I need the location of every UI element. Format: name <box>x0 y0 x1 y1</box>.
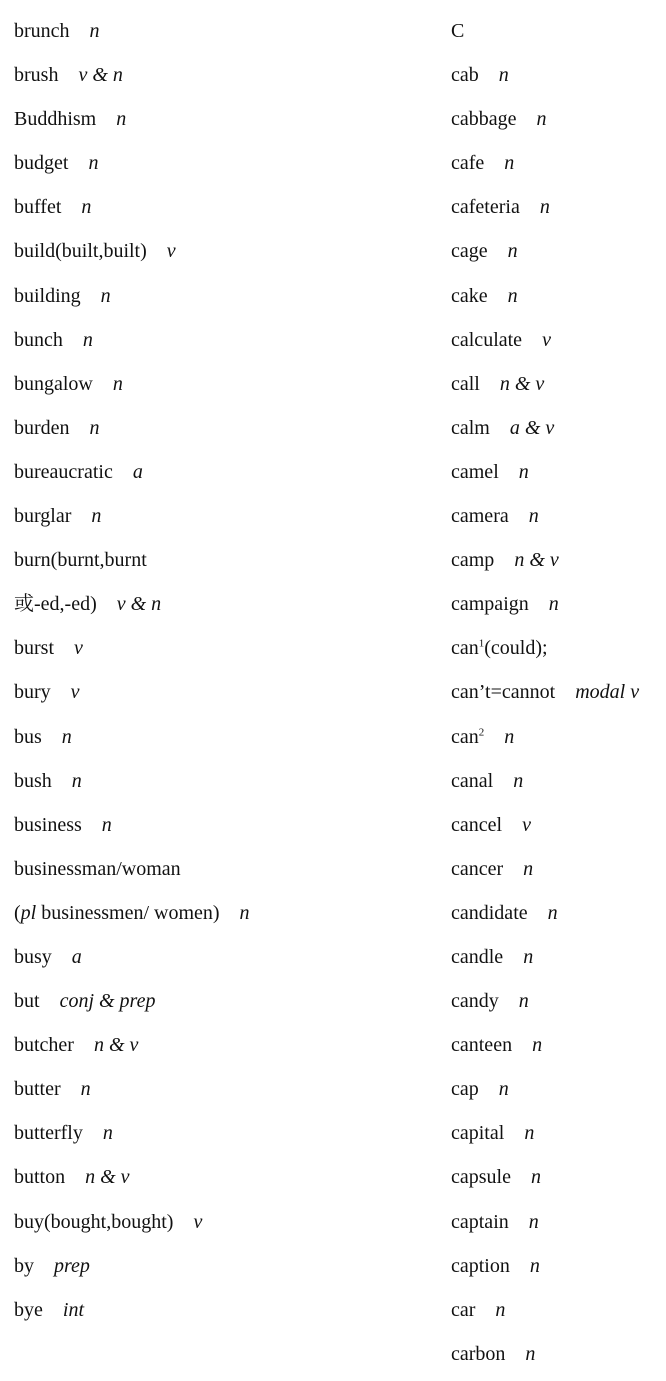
list-item <box>14 631 434 675</box>
left-word-column <box>14 14 434 1337</box>
list-item <box>451 1072 663 1116</box>
entry-part-of-speech: conj & prep <box>59 990 156 1013</box>
list-item <box>14 367 434 411</box>
list-item <box>451 1293 663 1337</box>
entry-word: can’t=cannot <box>451 681 556 704</box>
entry-word: canteen <box>451 1034 513 1057</box>
entry-part-of-speech: v & n <box>116 593 162 616</box>
entry-part-of-speech: n <box>504 725 515 748</box>
list-item <box>451 808 663 852</box>
entry-word: but <box>14 990 40 1013</box>
entry-word <box>14 902 220 924</box>
entry-word: call <box>451 372 480 395</box>
list-item <box>451 1205 663 1249</box>
entry-word-suffix: businessmen/ women) <box>36 901 220 924</box>
entry-part-of-speech: n <box>529 1254 540 1277</box>
entry-part-of-speech: v & n <box>78 64 123 87</box>
entry-word: cake <box>451 284 488 307</box>
entry-part-of-speech: n <box>518 460 529 483</box>
entry-part-of-speech: v <box>166 240 176 263</box>
list-item <box>451 102 663 146</box>
entry-part-of-speech: n <box>523 945 534 968</box>
entry-part-of-speech: n <box>89 20 100 42</box>
entry-word: butterfly <box>14 1122 83 1145</box>
entry-word: brunch <box>14 20 70 42</box>
list-item <box>14 675 434 719</box>
entry-part-of-speech: n <box>548 593 559 616</box>
entry-word: busy <box>14 945 52 968</box>
list-item <box>451 1116 663 1160</box>
entry-part-of-speech: v <box>70 681 80 704</box>
list-item <box>451 587 663 631</box>
entry-part-of-speech: a <box>132 460 143 483</box>
entry-part-of-speech: v <box>522 813 531 836</box>
entry-word: camera <box>451 505 509 528</box>
entry-word: cabbage <box>451 108 517 131</box>
entry-word: burglar <box>14 505 72 528</box>
entry-part-of-speech: a <box>71 945 82 968</box>
entry-word: burst <box>14 637 54 660</box>
entry-part-of-speech: n <box>532 1034 543 1057</box>
list-item <box>451 499 663 543</box>
list-item <box>451 234 663 278</box>
list-item <box>14 499 434 543</box>
list-item <box>451 455 663 499</box>
list-item <box>14 323 434 367</box>
list-item <box>14 279 434 323</box>
list-item <box>451 764 663 808</box>
entry-part-of-speech: n & v <box>93 1034 139 1057</box>
entry-word: cafeteria <box>451 196 520 219</box>
entry-part-of-speech: n <box>239 901 250 924</box>
entry-part-of-speech: n <box>112 372 123 395</box>
entry-part-of-speech: n <box>528 1210 539 1233</box>
entry-part-of-speech: n <box>539 196 550 219</box>
list-item <box>14 14 434 58</box>
entry-word: cancer <box>451 857 504 880</box>
entry-word: carbon <box>451 1342 506 1365</box>
entry-word: camp <box>451 549 495 572</box>
entry-part-of-speech: n & v <box>85 1166 130 1189</box>
list-item <box>451 543 663 587</box>
entry-word: cab <box>451 64 479 87</box>
list-item <box>451 367 663 411</box>
entry-word: car <box>451 1298 476 1321</box>
list-item <box>14 720 434 764</box>
list-item <box>451 190 663 234</box>
entry-part-of-speech: n <box>91 505 102 528</box>
entry-word: bunch <box>14 328 63 351</box>
entry-part-of-speech: n & v <box>499 372 545 395</box>
list-item <box>14 808 434 852</box>
entry-part-of-speech: n <box>547 901 558 924</box>
list-item <box>451 1028 663 1072</box>
entry-part-of-speech: v <box>74 637 83 660</box>
entry-part-of-speech: n <box>116 108 127 131</box>
entry-word: Buddhism <box>14 108 97 131</box>
entry-word: captain <box>451 1210 509 1233</box>
entry-word-italic: pl <box>20 901 37 924</box>
entry-word: capital <box>451 1122 505 1145</box>
entry-word: cafe <box>451 152 485 175</box>
right-word-column <box>451 14 663 1381</box>
entry-word: bungalow <box>14 372 93 395</box>
entry-word-prefix: ( <box>14 901 21 924</box>
entry-word: cancel <box>451 813 503 836</box>
entry-part-of-speech: n <box>528 505 539 528</box>
entry-word: bush <box>14 769 52 792</box>
entry-word: bury <box>14 681 51 704</box>
entry-word: canal <box>451 769 494 792</box>
entry-word: cap <box>451 1078 479 1101</box>
entry-word: capsule <box>451 1166 511 1189</box>
homonym-number: 1 <box>478 637 485 650</box>
list-item <box>451 852 663 896</box>
entry-word: bureaucratic <box>14 460 113 483</box>
entry-part-of-speech: n <box>61 725 72 748</box>
list-item <box>14 764 434 808</box>
entry-word: buffet <box>14 196 62 219</box>
entry-part-of-speech: n <box>524 1122 535 1145</box>
entry-word: camel <box>451 460 499 483</box>
list-item <box>14 1249 434 1293</box>
entry-part-of-speech: n <box>101 813 112 836</box>
entry-word <box>451 726 484 748</box>
entry-word: build(built,built) <box>14 240 147 263</box>
list-item <box>451 323 663 367</box>
entry-part-of-speech: n <box>495 1298 506 1321</box>
entry-word: building <box>14 284 81 307</box>
list-item <box>451 675 663 719</box>
list-item <box>14 58 434 102</box>
entry-word: 或-ed,-ed) <box>14 593 97 616</box>
list-item <box>14 455 434 499</box>
entry-part-of-speech: n <box>536 108 547 131</box>
entry-word: butcher <box>14 1034 74 1057</box>
entry-word: campaign <box>451 593 529 616</box>
list-item <box>14 587 434 631</box>
list-item <box>14 1293 434 1337</box>
entry-part-of-speech: n <box>513 769 524 792</box>
entry-word-base: can <box>451 725 479 748</box>
list-item <box>14 940 434 984</box>
list-item <box>14 102 434 146</box>
entry-part-of-speech: n <box>82 328 93 351</box>
list-item <box>14 146 434 190</box>
list-item <box>451 1337 663 1381</box>
list-item <box>14 1028 434 1072</box>
entry-word <box>451 637 548 659</box>
entry-word: butter <box>14 1078 61 1101</box>
entry-part-of-speech: v <box>542 328 551 351</box>
list-item <box>451 146 663 190</box>
homonym-number: 2 <box>478 725 485 738</box>
entry-word: burn(burnt,burnt <box>14 549 147 572</box>
list-item <box>14 896 434 940</box>
entry-part-of-speech: v <box>193 1210 203 1233</box>
entry-part-of-speech: n <box>498 1078 509 1101</box>
entry-word: caption <box>451 1254 510 1277</box>
list-item <box>451 631 663 675</box>
entry-word: budget <box>14 152 69 175</box>
entry-part-of-speech: a & v <box>509 416 555 439</box>
entry-word: candy <box>451 990 499 1013</box>
list-item <box>451 411 663 455</box>
list-item <box>451 58 663 102</box>
entry-part-of-speech: prep <box>54 1254 90 1277</box>
entry-part-of-speech: n <box>507 284 518 307</box>
entry-part-of-speech: n <box>498 64 509 87</box>
entry-word: C <box>451 20 465 42</box>
list-item <box>14 190 434 234</box>
entry-part-of-speech: n <box>89 416 100 439</box>
entry-word: bus <box>14 725 42 748</box>
entry-word: by <box>14 1254 34 1277</box>
entry-word: button <box>14 1166 66 1189</box>
list-item <box>14 1072 434 1116</box>
list-item <box>451 940 663 984</box>
list-item <box>14 1116 434 1160</box>
list-item <box>14 411 434 455</box>
list-item <box>451 720 663 764</box>
entry-part-of-speech: n <box>81 196 92 219</box>
entry-part-of-speech: n <box>71 769 82 792</box>
list-item <box>14 984 434 1028</box>
list-item <box>451 896 663 940</box>
list-item <box>14 234 434 278</box>
entry-part-of-speech: n <box>88 152 99 175</box>
entry-word: businessman/woman <box>14 857 181 880</box>
list-item <box>451 984 663 1028</box>
entry-part-of-speech: n & v <box>514 549 559 572</box>
list-item <box>451 1160 663 1204</box>
entry-word: calculate <box>451 328 523 351</box>
list-item <box>451 279 663 323</box>
entry-part-of-speech: n <box>507 240 518 263</box>
entry-part-of-speech: n <box>80 1078 91 1101</box>
list-item <box>14 852 434 896</box>
entry-word: buy(bought,bought) <box>14 1210 174 1233</box>
entry-word: cage <box>451 240 488 263</box>
entry-part-of-speech: n <box>525 1342 536 1365</box>
entry-word: bye <box>14 1298 43 1321</box>
entry-word: brush <box>14 64 59 87</box>
list-item <box>14 543 434 587</box>
entry-part-of-speech: n <box>530 1166 541 1189</box>
entry-word: burden <box>14 416 70 439</box>
entry-word-base: can <box>451 637 479 660</box>
entry-part-of-speech: n <box>518 990 529 1013</box>
entry-word: business <box>14 813 82 836</box>
list-item <box>14 1205 434 1249</box>
section-letter-heading <box>451 14 663 58</box>
entry-part-of-speech: modal v <box>575 681 640 704</box>
entry-part-of-speech: n <box>102 1122 113 1145</box>
entry-word: candle <box>451 945 504 968</box>
list-item <box>451 1249 663 1293</box>
entry-word: candidate <box>451 901 528 924</box>
entry-part-of-speech: n <box>523 857 534 880</box>
entry-part-of-speech: n <box>504 152 515 175</box>
list-item <box>14 1160 434 1204</box>
entry-word-suffix: (could); <box>484 637 548 660</box>
entry-part-of-speech: int <box>62 1298 85 1321</box>
entry-word: calm <box>451 416 490 439</box>
entry-part-of-speech: n <box>100 284 111 307</box>
